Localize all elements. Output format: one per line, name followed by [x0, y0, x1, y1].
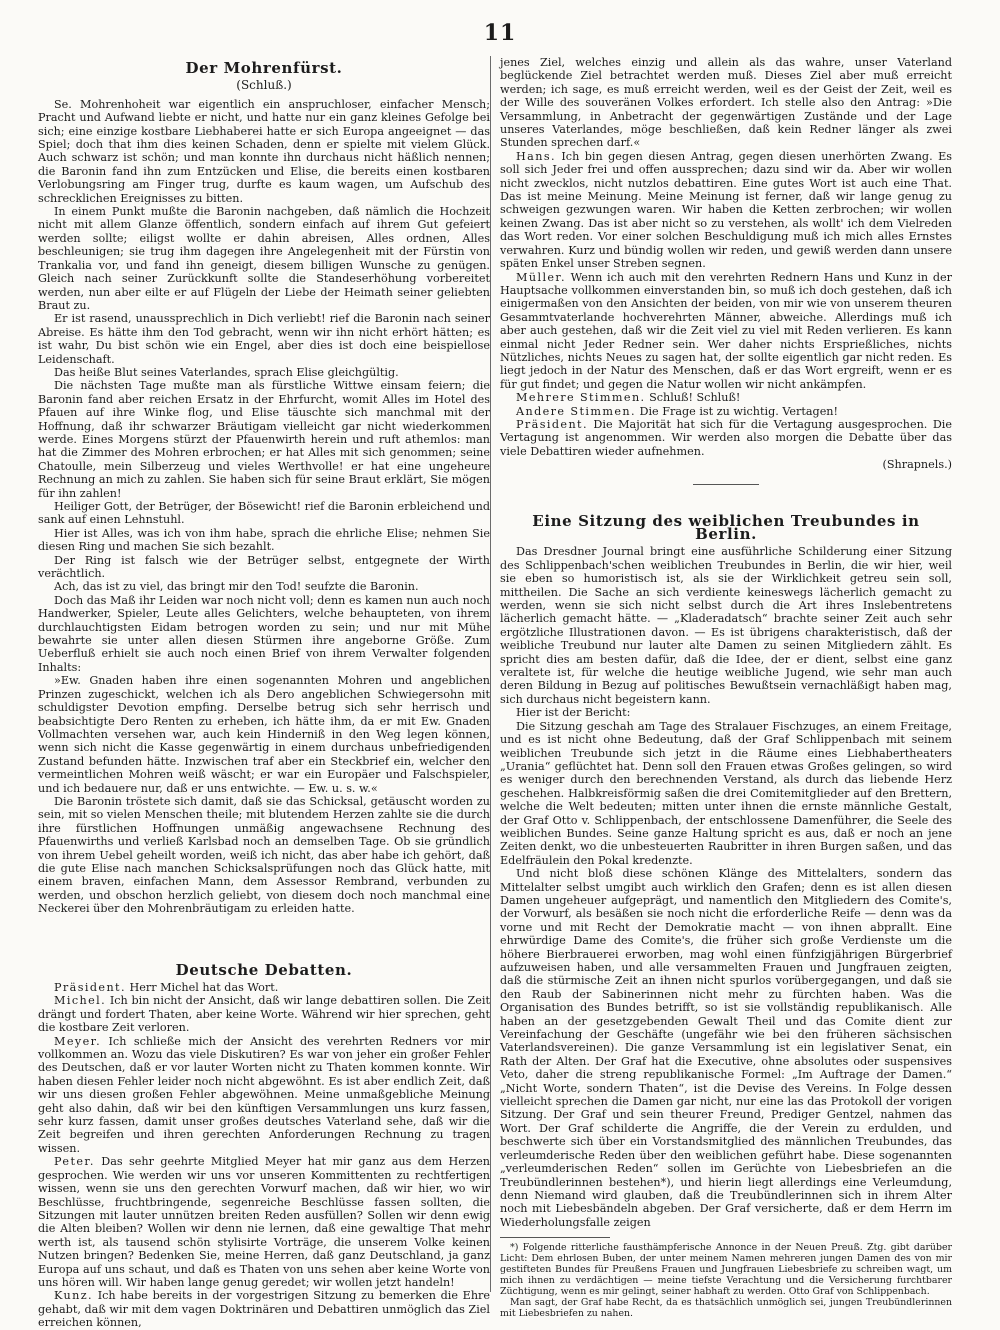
- paragraph: Der Ring ist falsch wie der Betrüger selbst, entgegnete der Wirth verächtlich.: [38, 553, 490, 581]
- paragraph: Und nicht bloß diese schönen Klänge des Mittelalters, sondern das Mittelalter selbst umgibt auch wirklich den Grafen; denn es ist allen diesen Damen ungeheuer aufgeprägt, und namentlich den Mitgliedern des Comite's, der Vorwurf, als besäßen sie noch nicht die erforderliche Reife — denn was da vorne und mit Recht der Demokratie macht — von ihnen abprallt. Eine ehrwürdige Dame des Comite's, die früher sich große Verdienste um die höhere Bierbrauerei erworben, mag wohl einen fünfzigjährigen Bürgerbrief aufzuweisen haben, und alle versammelten Frauen und Jungfrauen zeigten, daß die stürmische Zeit an ihnen nicht spurlos vorübergegangen, und daß sie den Raub der Sabinerinnen nicht mehr zu fürchten haben. Was die Organisation des Bundes betrifft, so ist sie vollständig republikanisch. Alle haben an der gesetzgebenden Gewalt Theil und das Comite dient zur Vereinfachung der Geschäfte (ungefähr wie bei den früheren sächsischen Vaterlandsvereinen). Die ganze Versammlung ist ein legislativer Senat, ein Rath der Alten. Der Graf hat die Executive, ohne absolutes oder suspensives Veto, daher die streng republikanische Formel: „Im Auftrage der Damen.“ „Nicht Worte, sondern Thaten“, ist die Devise des Vereins. In Folge dessen vielleicht sprechen die Damen gar nicht, nur eine las das Protokoll der vorigen Sitzung. Der Graf und sein theurer Freund, Prediger Gentzel, nahmen das Wort. Der Graf schilderte die Angriffe, die der Verein zu erdulden, und beschwerte sich über ein Vorstandsmitglied des männlichen Treubundes, das verleumderische Reden über den weiblichen geführt habe. Diese sogenannten „verleumderischen Reden“ sollen im Gerüchte von Liebesbriefen an die Treubündlerinnen bestehen*), und hierin liegt allerdings eine Verleumdung, denn Niemand wird glauben, daß die Treubündlerinnen sich in ihrem Alter noch mit Liebesbändeln abgeben. Der Graf versicherte, daß er dem Herrn im Wiederholungsfalle zeigen: [500, 867, 952, 1229]
- speech: [500, 418, 952, 458]
- paragraph: Hier ist Alles, was ich von ihm habe, sprach die ehrliche Elise; nehmen Sie diesen Ring und machen Sie sich bezahlt.: [38, 526, 490, 554]
- speaker: Meyer.: [54, 1034, 102, 1048]
- footnote: Man sagt, der Graf habe Recht, da es thatsächlich unmöglich sei, jungen Treubündlerinnen mit Liebesbriefen zu nahen.: [500, 1297, 952, 1320]
- article-title-debatten: Deutsche Debatten.: [175, 960, 353, 979]
- speaker: Müller.: [516, 270, 566, 284]
- speaker: Hans.: [516, 149, 556, 163]
- speech: [500, 150, 952, 271]
- paragraph: Die Baronin tröstete sich damit, daß sie das Schicksal, getäuscht worden zu sein, mit so vielen Menschen theile; mit blutendem Herzen zahlte sie die durch ihre fürstlichen Hoffnungen unmäßig angewachsene Rechnung des Pfauenwirths und verließ Karlsbad noch an demselben Tage. Ob sie gründlich von ihrem Uebel geheilt worden, weiß ich nicht, das aber habe ich gehört, daß die gute Elise nach manchen Schicksalsprüfungen noch das Glück hatte, mit einem braven, einfachen Mann, dem Assessor Rembrand, verbunden zu werden, und obschon herzlich geliebt, von diesem doch noch manchmal eine Neckerei über den Mohrenbräutigam zu erleiden hatte.: [38, 794, 490, 916]
- speech: [500, 271, 952, 392]
- article-title-mohrenfuerst: Der Mohrenfürst.: [185, 59, 343, 77]
- speaker: Peter.: [54, 1155, 95, 1169]
- paragraph: Doch das Maß ihr Leiden war noch nicht voll; denn es kamen nun auch noch Handwerker, Spieler, Leute alles Gelichters, welche behaupteten, von ihrem durchlauchtigsten Eidam betrogen worden zu sein; und nur mit Mühe bewahrte sie unter allen diesen Stürmen ihre angeborne Größe. Zum Ueberfluß erhielt sie auch noch einen Brief von ihrem Verwalter folgenden Inhalts:: [38, 593, 490, 674]
- footnote: *) Folgende ritterliche fausthämpferische Annonce in der Neuen Preuß. Ztg. gibt darüber Licht: Dem ehrlosen Buben, der unter meinem Namen mehreren jungen Damen des von mir gestifteten Bundes für Preußens Frauen und Jungfrauen Liebesbriefe zu schreiben wagt, um mich ihnen zu verdächtigen — meine tiefste Verachtung und die Versicherung furchtbarer Züchtigung, wenn es mir gelingt, seiner habhaft zu werden. Otto Graf von Schlippenbach.: [500, 1242, 952, 1298]
- speech-text: Das sehr geehrte Mitglied Meyer hat mir ganz aus dem Herzen gesprochen. Wie werden wir uns vor unseren Kommittenten zu rechtfertigen wissen, wenn sie uns den gerechten Vorwurf machen, daß wir hier, wo wir Beschlüsse, fruchtbringende, segenreiche Beschlüsse fassen sollten, die Sitzungen mit lauter unnützen breiten Reden ausfüllen? Sollen wir denn ewig die Alten bleiben? Wollen wir denn nie lernen, daß eine gewaltige That mehr werth ist, als tausend schön stylisirte Vorträge, die unserem Volke keinen Nutzen bringen? Bedenken Sie, meine Herren, daß ganz Deutschland, ja ganz Europa auf uns schaut, und daß es Thaten von uns sehen aber keine Worte von uns hören will. Wir haben lange genug geredet; wir wollen jetzt handeln!: [38, 1155, 491, 1289]
- article-subtitle: (Schluß.): [236, 78, 292, 93]
- paragraph: Das heiße Blut seines Vaterlandes, sprach Elise gleichgültig.: [54, 365, 399, 379]
- speech-text: Herr Michel hat das Wort.: [129, 981, 279, 994]
- speech-text: Die Majorität hat sich für die Vertagung ausgesprochen. Die Vertagung ist angenommen. Wir werden also morgen die Debatte über das viele Debattiren wieder aufnehmen.: [500, 417, 952, 458]
- left-column: [38, 56, 491, 1330]
- paragraph: Se. Mohrenhoheit war eigentlich ein anspruchloser, einfacher Mensch; Pracht und Aufwand liebte er nicht, und hatte nur ein ganz kleines Gefolge bei sich; eine einzige kostbare Liebhaberei hatte er sich Europa angeeignet — das Spiel; doch that ihm dies keinen Schaden, denn er spielte mit vielem Glück. Auch schwarz ist schön; und man konnte ihn durchaus nicht häßlich nennen; die Baronin fand ihn zum Entzücken und Elise, die bereits einen kostbaren Verlobungsring am Finger trug, durfte es kaum wagen, um Aufschub des schrecklichen Ereignisses zu bitten.: [38, 97, 490, 205]
- speech: [500, 391, 952, 404]
- paragraph: Heiliger Gott, der Betrüger, der Bösewicht! rief die Baronin erbleichend und sank auf einen Lehnstuhl.: [38, 500, 490, 527]
- speech-text: Ich bin gegen diesen Antrag, gegen diesen unerhörten Zwang. Es soll sich Jeder frei und offen aussprechen; dazu sind wir da. Aber wir wollen nicht zwecklos, nicht nutzlos debattiren. Eine gutes Wort ist auch eine That. Das ist meine Meinung. Meine Meinung ist ferner, daß wir lange genug zu schweigen gezwungen waren. Wir haben die Ketten zerbrochen; wir wollen keinen Zwang. Das ist aber nicht so zu verstehen, als wollt' ich dem Vielreden das Wort reden. Vor einer solchen Beschuldigung muß ich mich alles Ernstes verwahren. Kurz und bündig wollen wir reden, und gewiß werden dann unsere späten Enkel unser Streben segnen.: [500, 149, 952, 271]
- paragraph-continuation: jenes Ziel, welches einzig und allein als das wahre, unser Vaterland beglückende Ziel betrachtet werden muß. Dieses Ziel aber muß erreicht werden; ich sage, es muß erreicht werden, weil es der Geist der Zeit, weil es der Wille des souveränen Volkes erfordert. Ich stelle also den Antrag: »Die Versammlung, in Anbetracht der gegenwärtigen Zustände und der Lage unseres Vaterlandes, möge beschließen, daß kein Redner länger als zwei Stunden sprechen darf.«: [500, 56, 952, 150]
- paragraph: Hier ist der Bericht:: [516, 706, 631, 720]
- speech: [500, 405, 952, 418]
- speech-text: Ich bin nicht der Ansicht, daß wir lange debattiren sollen. Die Zeit drängt und fordert Thaten, aber keine Worte. Während wir hier sprechen, geht die kostbare Zeit verloren.: [38, 994, 491, 1035]
- speech-text: Ich habe bereits in der vorgestrigen Sitzung zu bemerken die Ehre gehabt, daß wir mit dem vagen Doktrinären und Debattiren unmöglich das Ziel erreichen können,: [38, 1289, 490, 1330]
- paragraph: Die nächsten Tage mußte man als fürstliche Wittwe einsam feiern; die Baronin fand aber reichen Ersatz in der Ehrfurcht, womit Alles im Hotel des Pfauen auf ihre Winke flog, und Elise täuschte sich manchmal mit der Hoffnung, daß ihr schwarzer Bräutigam vielleicht gar nicht wiederkommen werde. Eines Morgens stürzt der Pfauenwirth herein und ruft athemlos: man hat die Zimmer des Mohren erbrochen; er hat Alles mit sich genommen; seine Chatoulle, mein Silberzeug und vieles Werthvolle! er hat eine ungeheure Rechnung an mich zu zahlen. Sie haben sich für seine Braut erklärt, Sie mögen für ihn zahlen!: [38, 379, 490, 500]
- speech: [38, 1155, 490, 1289]
- paragraph: »Ew. Gnaden haben ihre einen sogenannten Mohren und angeblichen Prinzen zugeschickt, welchen ich als Dero angeblichen Schwiegersohn mit schuldigster Devotion empfing. Derselbe betrug sich sehr herrisch und beabsichtigte Dero Renten zu erheben, ich hätte ihm, da er mit Ew. Gnaden Vollmachten versehen war, auch kein Hinderniß in den Weg legen können, wenn sich nicht die Kasse gegenwärtig in einem durchaus unbefriedigenden Zustand befunden hätte. Inzwischen traf aber ein Steckbrief ein, welcher den vermeintlichen Mohren weiß wäscht; er war ein Europäer und Falschspieler, und ich bedauere nur, daß er uns entwichte. — Ew. u. s. w.«: [38, 674, 490, 795]
- right-column: [500, 56, 952, 1320]
- speaker: Präsident.: [516, 417, 588, 431]
- page-number: 11: [483, 20, 517, 46]
- speaker: Michel.: [54, 994, 107, 1008]
- paragraph: Ach, das ist zu viel, das bringt mir den Tod! seufzte die Baronin.: [54, 580, 419, 594]
- speaker: Mehrere Stimmen.: [516, 391, 646, 405]
- paragraph: In einem Punkt mußte die Baronin nachgeben, daß nämlich die Hochzeit nicht mit allem Glanze öffentlich, sondern einfach auf ihrem Gut gefeiert werden sollte; eiligst wollte er dahin abreisen, Alles ordnen, Alles beschleunigen; sie trug ihm dagegen ihre Angelegenheit mit der Fürstin von Trankalia vor, und fand ihn geneigt, diesem billigen Wunsche zu genügen. Gleich nach seiner Zurückkunft sollte die Standeserhöhung vorbereitet werden, nun aber eilte er auf Flügeln der Liebe der Heimath seiner geliebten Braut zu.: [38, 205, 490, 312]
- article-separator-space: [38, 916, 490, 958]
- article-title-treubund: Eine Sitzung des weiblichen Treubundes in Berlin.: [532, 511, 920, 543]
- speech: [38, 994, 490, 1034]
- section-rule: [693, 484, 759, 485]
- speech: [38, 1035, 490, 1156]
- speech: [38, 1289, 490, 1329]
- source-attribution: (Shrapnels.): [882, 458, 952, 472]
- paragraph: Er ist rasend, unaussprechlich in Dich verliebt! rief die Baronin nach seiner Abreise. Es hätte ihm den Tod gebracht, wenn wir ihn nicht erhört hätten; es ist wahr, Du bist schön wie ein Engel, aber dies ist doch eine beispiellose Leidenschaft.: [38, 312, 490, 366]
- paragraph: Die Sitzung geschah am Tage des Stralauer Fischzuges, an einem Freitage, und es ist nicht ohne Bedeutung, daß der Graf Schlippenbach mit seinem weiblichen Treubunde sich jetzt in die Räume eines Liebhabertheaters „Urania“ geflüchtet hat. Denn soll den Frauen etwas Großes gelingen, so wird es weniger durch den berechnenden Verstand, als durch das liebende Herz geschehen. Halbkreisförmig saßen die drei Comitemitglieder auf den Brettern, welche die Welt bedeuten; mitten unter ihnen die ernste männliche Gestalt, der Graf Otto v. Schlippenbach, der entschlossene Damenführer, die Seele des weiblichen Bundes. Seine ganze Haltung spricht es aus, daß er noch an jene Zeiten denkt, wo die unbesteuerten Raubritter in ihren Burgen saßen, und das Edelfräulein den Pokal kredenzte.: [500, 719, 952, 867]
- paragraph: Das Dresdner Journal bringt eine ausführliche Schilderung einer Sitzung des Schlippenbach'schen weiblichen Treubundes in Berlin, die wir hier, weil sie eben so humoristisch ist, als sie der Wirklichkeit getreu sein soll, mittheilen. Die Sache an sich verdiente keineswegs lächerlich gemacht zu werden, wenn sie sich nicht selbst durch die Art ihres Inslebentretens lächerlich gemacht hätte. — „Kladeradatsch“ brachte seiner Zeit auch sehr ergötzliche Illustrationen davon. — Es ist übrigens charakteristisch, daß der weibliche Treubund nur lauter alte Damen zu seinen Mitgliedern zählt. Es spricht dies am besten dafür, daß die Idee, der er dient, selbst eine ganz veraltete ist, für welche die heutige weibliche Jugend, wie sehr man auch deren Bildung in Bezug auf politisches Bewußtsein vernachläßigt haben mag, sich durchaus nicht begeistern kann.: [500, 545, 952, 706]
- speech-text: Schluß! Schluß!: [649, 391, 741, 405]
- speaker: Kunz.: [54, 1289, 93, 1303]
- speech-text: Wenn ich auch mit den verehrten Rednern Hans und Kunz in der Hauptsache vollkommen einverstanden bin, so muß ich doch gestehen, daß ich einigermaßen von den Ansichten der beiden, von mir wie von unserem theuren Gesammtvaterlande hochverehrten Männer, abweiche. Allerdings muß ich aber auch gestehen, daß wir die Zeit viel zu viel mit Reden verlieren. Es kann einmal nicht Jeder Redner sein. Wer daher nichts Ersprießliches, nichts Nützliches, nichts Neues zu sagen hat, der sollte eigentlich gar nicht reden. Es liegt jedoch in der Natur des Menschen, daß er das Wort ergreift, wenn er es für gut findet; und gegen die Natur wollen wir nicht ankämpfen.: [500, 270, 952, 391]
- speech-text: Ich schließe mich der Ansicht des verehrten Redners vor mir vollkommen an. Wozu das viele Diskutiren? Es war von jeher ein großer Fehler des Deutschen, daß er vor lauter Worten nicht zu Thaten kommen konnte. Wir haben diesen Fehler leider noch nicht abgewöhnt. Es ist aber endlich Zeit, daß wir uns diesen großen Fehler abgewöhnen. Meine unmaßgebliche Meinung geht also dahin, daß wir bei den künftigen Versammlungen uns kurz fassen, sehr kurz fassen, damit unser großes deutsches Vaterland sehe, daß wir die Zeit begreifen und ihren gerechten Anforderungen Rechnung zu tragen wissen.: [38, 1034, 490, 1155]
- column-divider: [490, 56, 491, 1292]
- speech: [38, 981, 490, 994]
- speaker: Andere Stimmen.: [516, 404, 636, 418]
- speech-text: Die Frage ist zu wichtig. Vertagen!: [639, 404, 839, 418]
- footnote-rule: [500, 1237, 610, 1238]
- speaker: Präsident.: [54, 981, 126, 994]
